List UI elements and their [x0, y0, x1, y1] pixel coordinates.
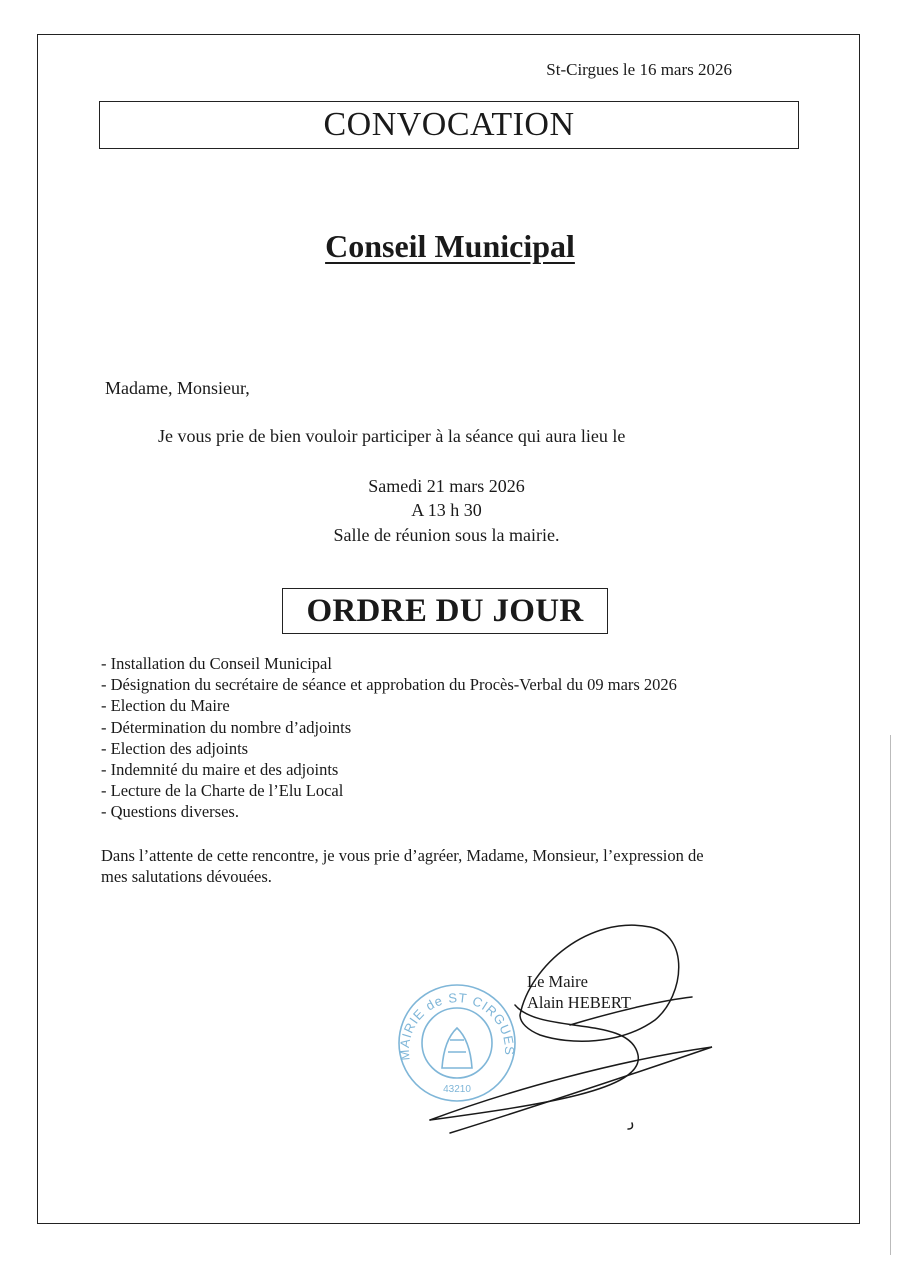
agenda-title-box [282, 588, 608, 634]
closing-line: Dans l’attente de cette rencontre, je vous prie d’agréer, Madame, Monsieur, l’expression de [101, 846, 704, 865]
meeting-date: Samedi 21 mars 2026 [368, 476, 525, 496]
convocation-title: CONVOCATION [323, 106, 575, 143]
scan-edge-line [890, 735, 891, 1255]
closing-line: mes salutations dévouées. [101, 866, 272, 886]
council-heading [0, 228, 900, 265]
meeting-place: Salle de réunion sous la mairie. [333, 525, 560, 545]
meeting-time: A 13 h 30 [411, 500, 482, 520]
signer-role: Le Maire [527, 972, 588, 991]
handwritten-signature [420, 905, 730, 1145]
agenda-item: - Lecture de la Charte de l’Elu Local [101, 781, 344, 801]
agenda-title: ORDRE DU JOUR [306, 592, 584, 629]
council-title: Conseil Municipal [325, 228, 575, 264]
stamp-code: 43210 [443, 1084, 471, 1095]
intro-paragraph: Je vous prie de bien vouloir participer à la séance qui aura lieu le [158, 426, 626, 446]
agenda-item: - Indemnité du maire et des adjoints [101, 760, 339, 780]
closing-paragraph [101, 846, 781, 887]
agenda-item: - Désignation du secrétaire de séance et approbation du Procès-Verbal du 09 mars 2026 [101, 675, 677, 695]
agenda-item: - Questions diverses. [101, 802, 239, 822]
agenda-item: - Détermination du nombre d’adjoints [101, 717, 352, 737]
salutation: Madame, Monsieur, [105, 378, 250, 398]
stamp-text: MAIRIE de ST CIRGUES [396, 990, 518, 1062]
agenda-item: - Installation du Conseil Municipal [101, 654, 332, 673]
convocation-title-box [99, 101, 799, 149]
agenda-item: - Election du Maire [101, 696, 230, 716]
signer-name: Alain HEBERT [527, 993, 631, 1012]
agenda-list [101, 653, 677, 823]
date-line: St-Cirgues le 16 mars 2026 [546, 60, 732, 79]
agenda-item: - Election des adjoints [101, 738, 249, 758]
